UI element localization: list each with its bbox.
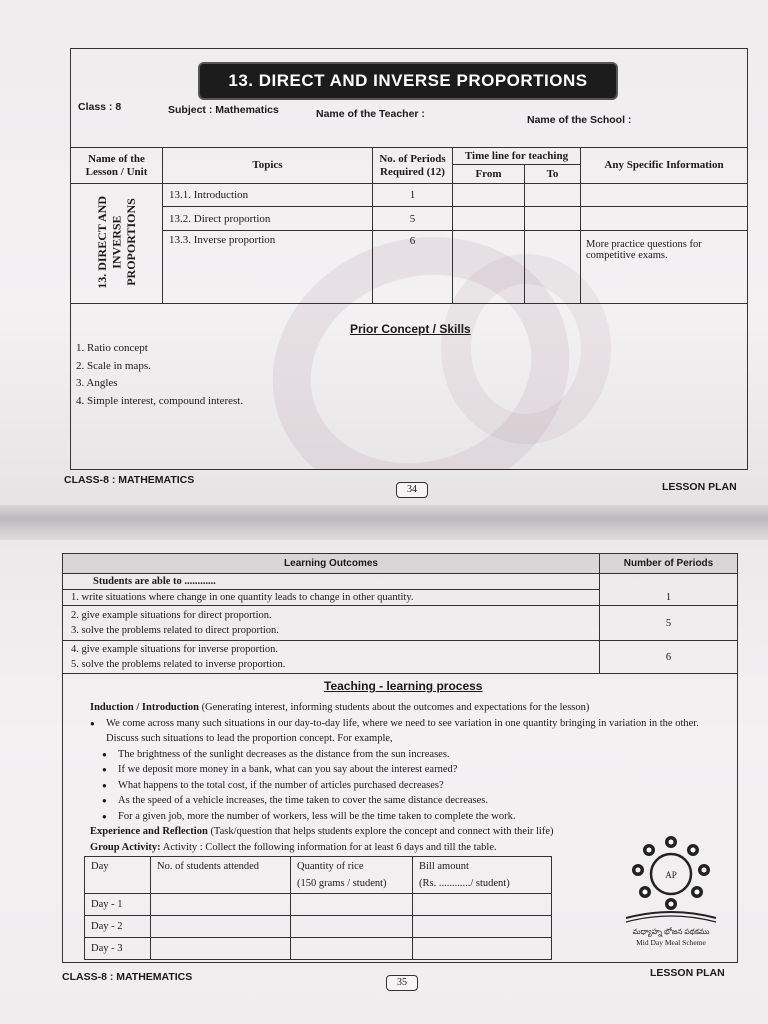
- logo-caption-native: మధ్యాహ్న భోజన పథకము: [632, 927, 710, 936]
- induction-line: [90, 700, 730, 716]
- header-timeline: Time line for teaching: [453, 148, 581, 165]
- topic-cell: 13.3. Inverse proportion: [163, 230, 373, 303]
- from-cell: [453, 184, 525, 207]
- header-from: From: [453, 164, 525, 183]
- school-label: Name of the School :: [527, 114, 632, 126]
- list-item: 2. Scale in maps.: [76, 359, 151, 372]
- topic-cell: 13.1. Introduction: [163, 184, 373, 207]
- bill-cell[interactable]: [413, 938, 552, 960]
- example-bullets: [90, 747, 730, 825]
- teaching-learning-title: Teaching - learning process: [324, 679, 483, 693]
- header-info: Any Specific Information: [581, 148, 748, 184]
- periods-cell: 6: [373, 230, 453, 303]
- header-topics: Topics: [163, 148, 373, 184]
- header-number-of-periods: Number of Periods: [600, 554, 738, 574]
- table-row: [71, 184, 748, 207]
- rice-cell[interactable]: [291, 894, 413, 916]
- header-lesson: Name of the Lesson / Unit: [71, 148, 163, 184]
- header-to: To: [525, 164, 581, 183]
- table-row: [63, 574, 738, 590]
- list-item: 4. Simple interest, compound interest.: [76, 394, 244, 407]
- table-row: [63, 641, 738, 674]
- students-cell[interactable]: [151, 894, 291, 916]
- induction-heading: Induction / Introduction: [90, 702, 199, 713]
- logo-caption: [612, 926, 730, 948]
- activity-table: [84, 856, 552, 960]
- header-bill: Bill amount (Rs. ............/ student): [413, 857, 552, 894]
- list-item: 3. Angles: [76, 377, 118, 389]
- outcome-line: 2. give example situations for direct proportion.: [71, 610, 272, 621]
- header-rice: Quantity of rice (150 grams / student): [291, 857, 413, 894]
- list-item: ● The brightness of the sunlight decreases as the distance from the sun increases.: [102, 747, 730, 763]
- list-item: ● If we deposit more money in a bank, what can you say about the interest earned?: [102, 762, 730, 778]
- info-cell: More practice questions for competitive exams.: [581, 230, 748, 303]
- book-binding: [0, 505, 768, 545]
- header-periods: No. of Periods Required (12): [373, 148, 453, 184]
- from-cell: [453, 207, 525, 230]
- subject-label: Subject : Mathematics: [168, 104, 279, 116]
- day-cell: Day - 1: [85, 894, 151, 916]
- class-label: Class : 8: [78, 101, 122, 113]
- group-text: Activity : Collect the following information for at least 6 days and till the table.: [160, 841, 497, 853]
- rice-cell[interactable]: [291, 916, 413, 938]
- outcome-group: [63, 641, 600, 674]
- info-cell: [581, 207, 748, 230]
- table-row: [85, 894, 552, 916]
- footer-right: LESSON PLAN: [650, 967, 725, 979]
- induction-text: (Generating interest, informing students about the outcomes and expectations for the lesson): [198, 702, 590, 713]
- to-cell: [525, 184, 581, 207]
- main-bullets: [90, 716, 730, 747]
- lesson-plan-table: [70, 147, 748, 304]
- header-day: Day: [85, 857, 151, 894]
- outcome-line: 5. solve the problems related to inverse proportion.: [71, 659, 286, 670]
- group-heading: Group Activity:: [90, 841, 161, 853]
- learning-outcomes-table: [62, 553, 738, 674]
- experience-text: (Task/question that helps students explore the concept and connect with their life): [207, 826, 554, 837]
- outcome-line: 4. give example situations for inverse proportion.: [71, 644, 279, 655]
- prior-concept-title: Prior Concept / Skills: [350, 322, 471, 336]
- prior-concept-list: [76, 340, 243, 410]
- unit-name: 13. DIRECT AND INVERSE PROPORTIONS: [94, 195, 138, 289]
- logo-caption-english: Mid Day Meal Scheme: [636, 938, 706, 947]
- periods-cell: 5: [600, 606, 738, 641]
- to-cell: [525, 207, 581, 230]
- list-item: 1. Ratio concept: [76, 342, 148, 354]
- students-cell[interactable]: [151, 916, 291, 938]
- periods-cell: 6: [600, 641, 738, 674]
- page-number: 35: [386, 975, 418, 991]
- logo-book-icon: [626, 912, 716, 918]
- table-row: [71, 207, 748, 230]
- outcome-line: 3. solve the problems related to direct proportion.: [71, 625, 279, 636]
- topic-cell: 13.2. Direct proportion: [163, 207, 373, 230]
- day-cell: Day - 2: [85, 916, 151, 938]
- students-line: Students are able to ............: [63, 574, 600, 590]
- footer-right: LESSON PLAN: [662, 481, 737, 493]
- unit-name-cell: [71, 184, 163, 304]
- logo-text: AP: [665, 870, 677, 880]
- list-item: ● What happens to the total cost, if the number of articles purchased decreases?: [102, 778, 730, 794]
- header-learning-outcomes: Learning Outcomes: [63, 554, 600, 574]
- from-cell: [453, 230, 525, 303]
- list-item: ● As the speed of a vehicle increases, the time taken to cover the same distance decreases.: [102, 793, 730, 809]
- chapter-title: 13. DIRECT AND INVERSE PROPORTIONS: [198, 62, 618, 100]
- day-cell: Day - 3: [85, 938, 151, 960]
- table-row: [63, 606, 738, 641]
- outcome-group: [63, 606, 600, 641]
- students-cell[interactable]: [151, 938, 291, 960]
- periods-cell: 5: [373, 207, 453, 230]
- periods-cell: 1: [373, 184, 453, 207]
- list-item: ● We come across many such situations in our day-to-day life, where we need to see variation in one quantity bringing in variation in the other. Discuss such situations to lead the proportion concept. For example,: [90, 716, 730, 747]
- experience-heading: Experience and Reflection: [90, 826, 208, 837]
- footer-left: CLASS-8 : MATHEMATICS: [62, 971, 193, 983]
- page-number: 34: [396, 482, 428, 498]
- teacher-label: Name of the Teacher :: [316, 108, 425, 120]
- bill-cell[interactable]: [413, 916, 552, 938]
- to-cell: [525, 230, 581, 303]
- header-students: No. of students attended: [151, 857, 291, 894]
- table-row: [71, 230, 748, 303]
- list-item: ● For a given job, more the number of workers, less will be the time taken to complete the work.: [102, 809, 730, 825]
- outcome-line: 1. write situations where change in one quantity leads to change in other quantity.: [63, 590, 600, 606]
- table-row: [85, 916, 552, 938]
- rice-cell[interactable]: [291, 938, 413, 960]
- periods-cell: 1: [600, 574, 738, 606]
- bill-cell[interactable]: [413, 894, 552, 916]
- table-row: [85, 938, 552, 960]
- footer-left: CLASS-8 : MATHEMATICS: [64, 474, 195, 486]
- info-cell: [581, 184, 748, 207]
